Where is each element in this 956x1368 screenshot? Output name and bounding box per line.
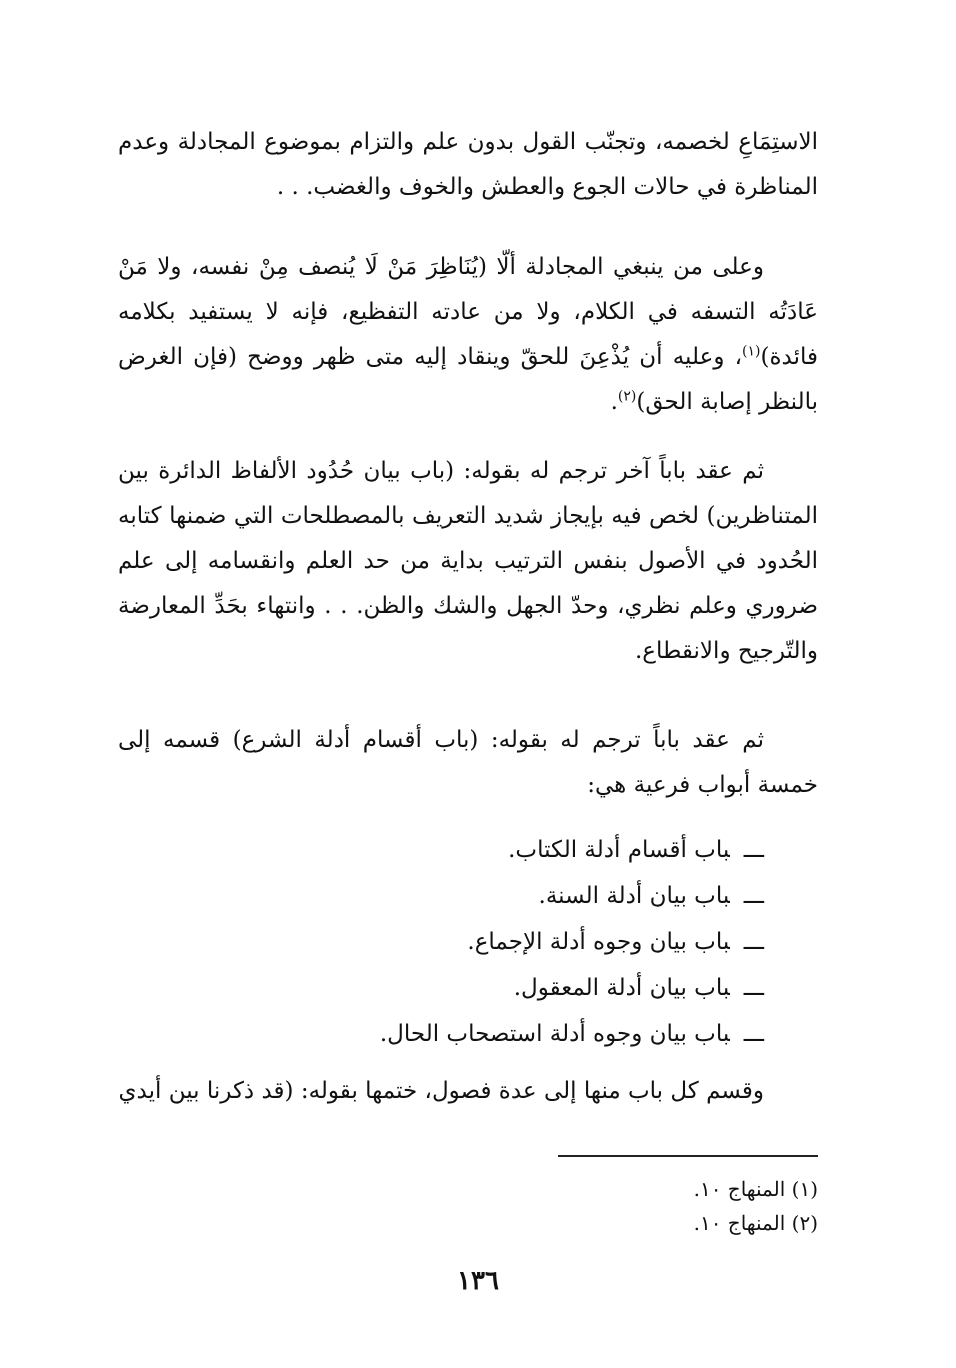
paragraph-1-text: الاستِمَاعِ لخصمه، وتجنّب القول بدون علم والتزام بموضوع المجادلة وعدم المناظرة في حالات الجوع والعطش والخوف والغضب. . . bbox=[118, 129, 818, 200]
list-item-text: باب أقسام أدلة الكتاب. bbox=[508, 837, 730, 863]
footnote-1: (١) المنهاج ١٠. bbox=[693, 1177, 818, 1201]
sub-chapters-list bbox=[380, 827, 764, 1057]
paragraph-4 bbox=[118, 718, 818, 808]
list-dash: ـــ bbox=[743, 883, 764, 909]
paragraph-5 bbox=[118, 1069, 818, 1114]
paragraph-2-end: . bbox=[610, 389, 618, 415]
list-dash: ـــ bbox=[743, 1021, 764, 1047]
list-dash: ـــ bbox=[743, 837, 764, 863]
list-item-text: باب بيان أدلة المعقول. bbox=[513, 975, 730, 1001]
footnotes bbox=[694, 1172, 818, 1240]
list-dash: ـــ bbox=[743, 929, 764, 955]
paragraph-5-text: وقسم كل باب منها إلى عدة فصول، ختمها بقوله: (قد ذكرنا بين أيدي bbox=[118, 1078, 764, 1104]
list-item bbox=[380, 873, 764, 919]
paragraph-1 bbox=[118, 120, 818, 210]
footnote-ref-1[interactable]: (١) bbox=[742, 343, 761, 360]
footnote-2: (٢) المنهاج ١٠. bbox=[693, 1211, 818, 1235]
footnote-divider bbox=[558, 1155, 818, 1157]
list-dash: ـــ bbox=[743, 975, 764, 1001]
list-item bbox=[380, 827, 764, 873]
paragraph-2-text-b: ، وعليه أن يُذْعِنَ للحقّ وينقاد إليه متى ظهر ووضح (فإن الغرض بالنظر إصابة الحق) bbox=[118, 344, 818, 415]
paragraph-3 bbox=[118, 449, 818, 674]
list-item-text: باب بيان أدلة السنة. bbox=[538, 883, 730, 909]
paragraph-4-text: ثم عقد باباً ترجم له بقوله: (باب أقسام أدلة الشرع) قسمه إلى خمسة أبواب فرعية هي: bbox=[118, 727, 818, 798]
list-item-text: باب بيان وجوه أدلة استصحاب الحال. bbox=[379, 1021, 730, 1047]
list-item-text: باب بيان وجوه أدلة الإجماع. bbox=[467, 929, 730, 955]
paragraph-2-text-a: وعلى من ينبغي المجادلة ألّا (يُنَاظِرَ مَنْ لَا يُنصف مِنْ نفسه، ولا مَنْ عَادَتُه التسفه في الكلام، ولا من عادته التفظيع، فإنه لا يستفيد بكلامه فائدة) bbox=[118, 254, 818, 370]
list-item bbox=[380, 1011, 764, 1057]
paragraph-2 bbox=[118, 245, 818, 425]
paragraph-3-text: ثم عقد باباً آخر ترجم له بقوله: (باب بيان حُدُود الألفاظ الدائرة بين المتناظرين) لخص فيه بإيجاز شديد التعريف بالمصطلحات التي ضمنها كتابه الحُدود في الأصول بنفس الترتيب بداية من حد العلم وانقسامه إلى علم ضروري وعلم نظري، وحدّ الجهل والشك والظن. . . وانتهاء بحَدِّ المعارضة والتّرجيح والانقطاع. bbox=[118, 458, 818, 664]
list-item bbox=[380, 919, 764, 965]
footnote-ref-2[interactable]: (٢) bbox=[617, 388, 637, 405]
list-item bbox=[380, 965, 764, 1011]
page-number: ١٣٦ bbox=[457, 1266, 499, 1296]
